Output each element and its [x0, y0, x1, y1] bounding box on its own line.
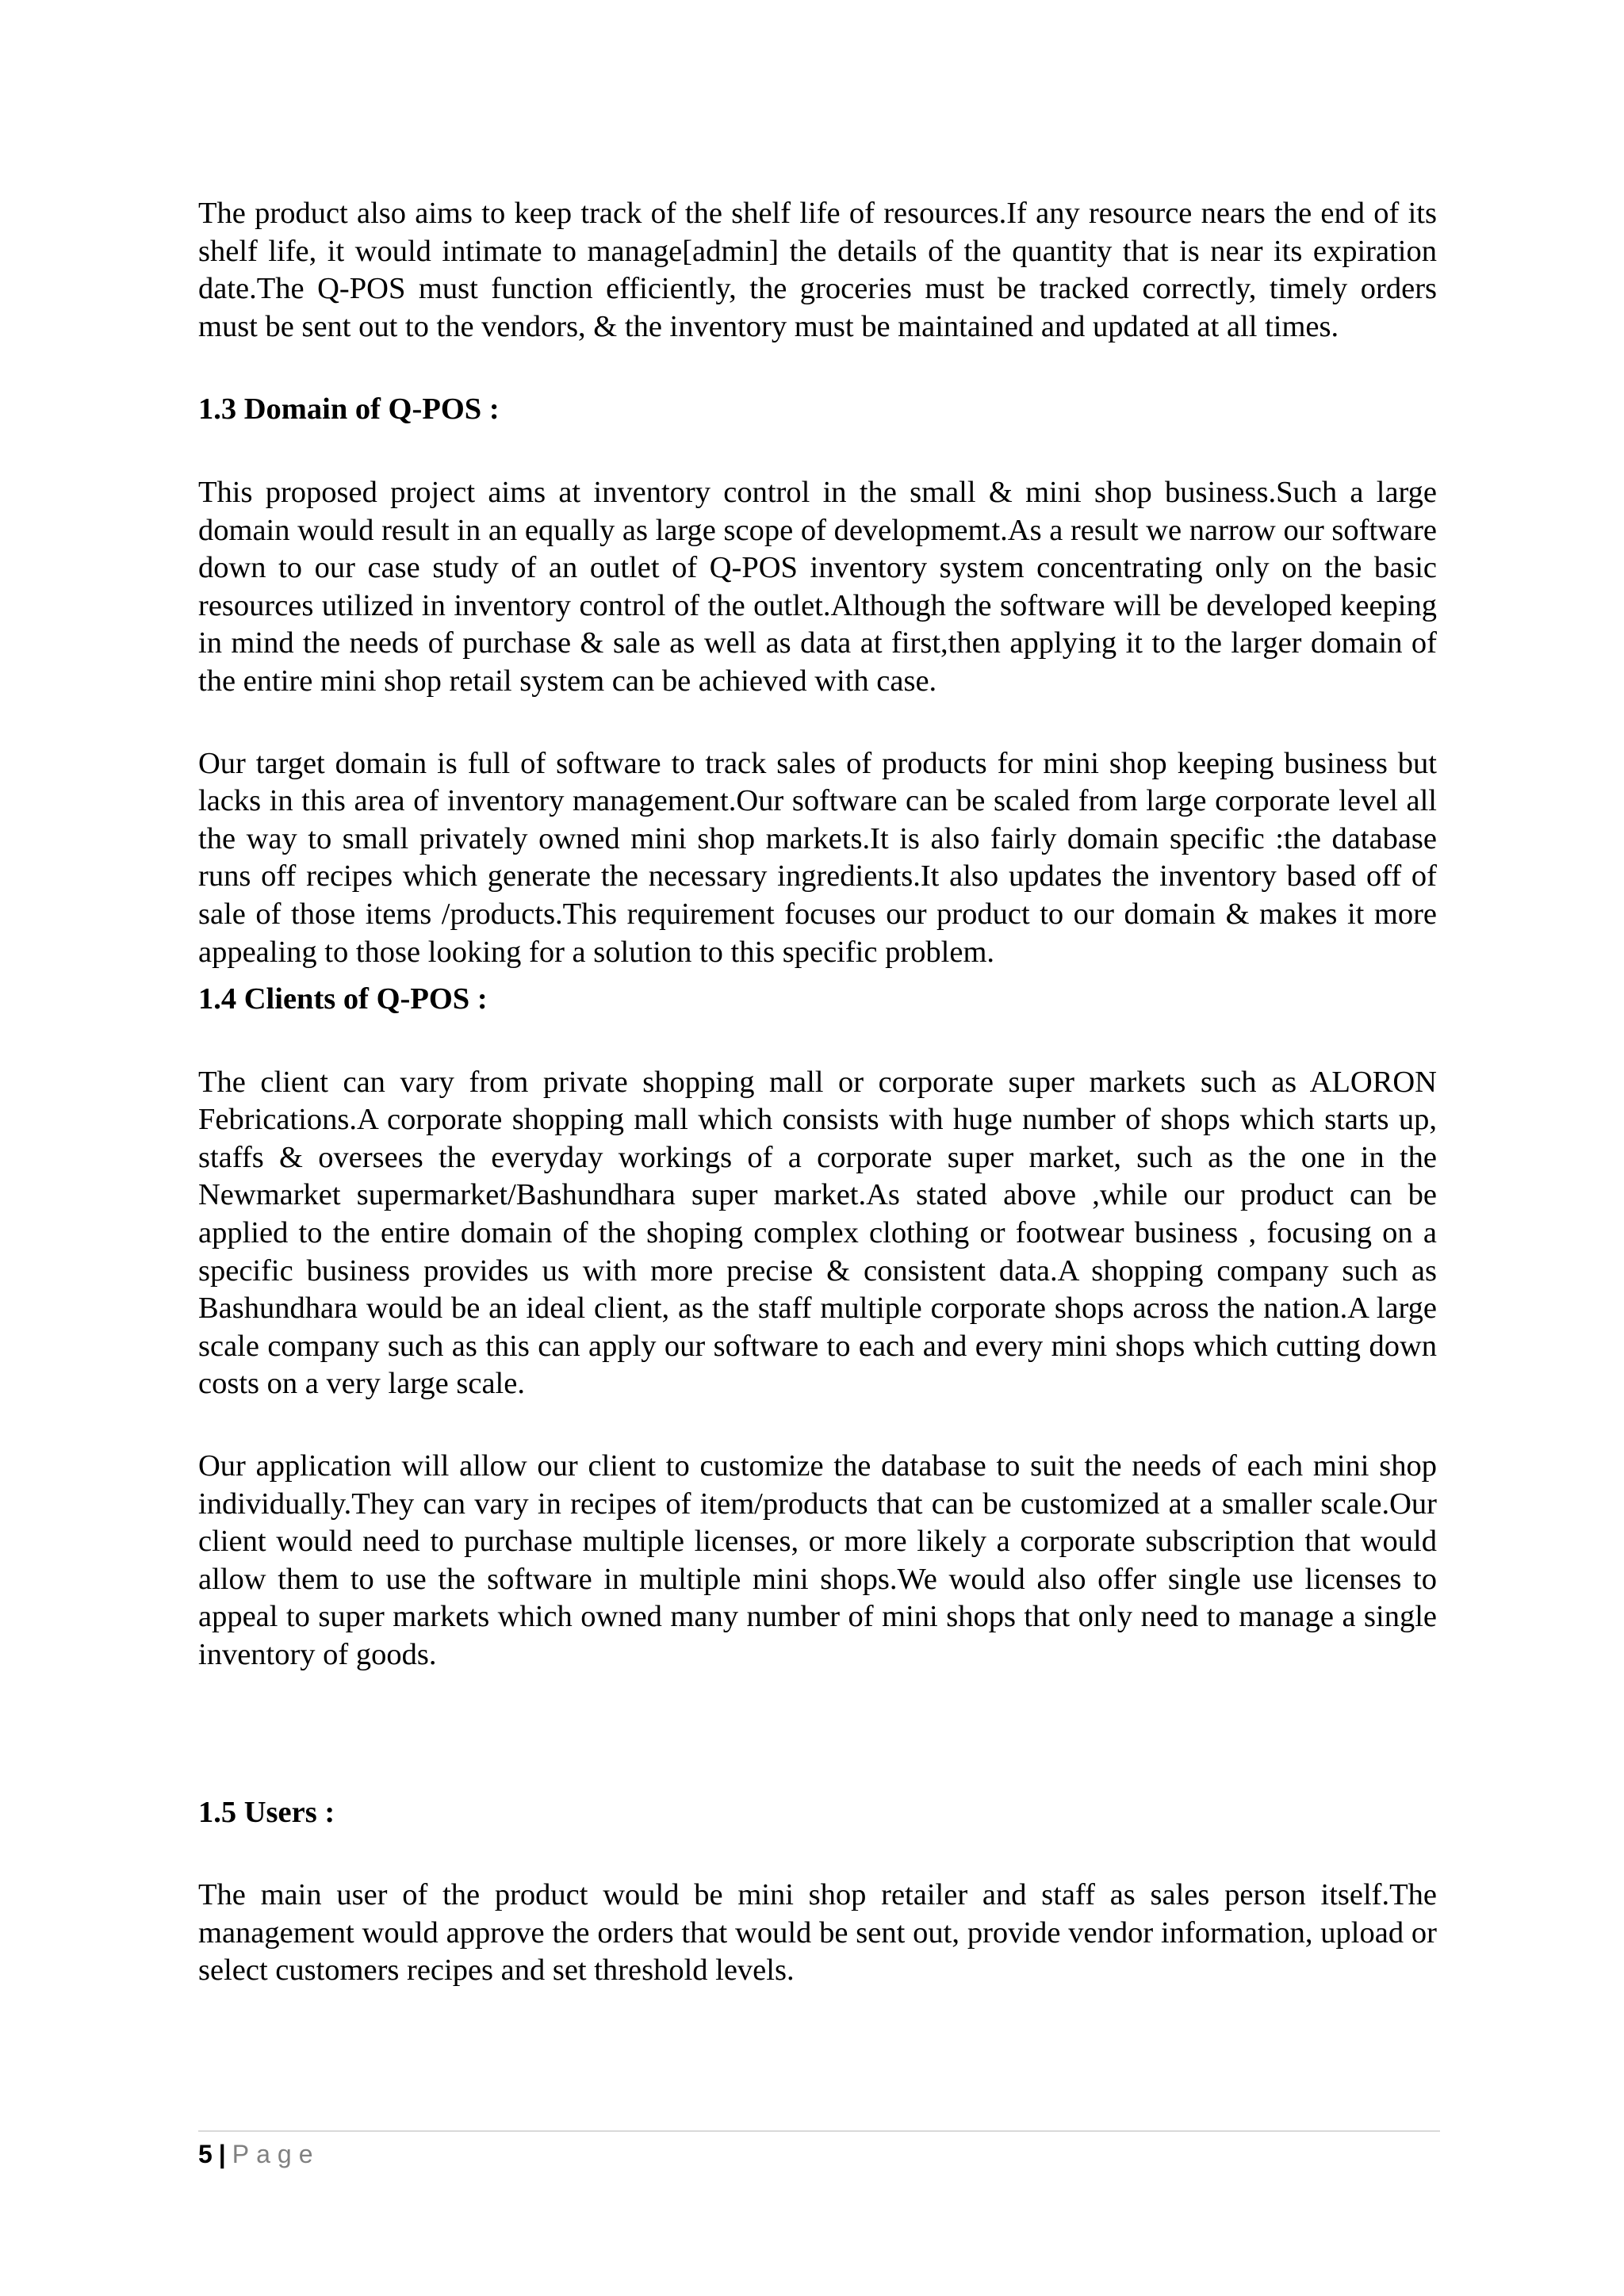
footer-separator: |: [218, 2140, 226, 2168]
section-heading-domain: 1.3 Domain of Q-POS :: [198, 392, 500, 427]
domain-paragraph-1: This proposed project aims at inventory control in the small & mini shop business.Such a large domain would result in an equally as large scope of developmemt.As a result we narrow our software down to our case study of an outlet of Q-POS inventory system concentrating only on the basic resources utilized in inventory control of the outlet.Although the software will be developed keeping in mind the needs of purchase & sale as well as data at first,then applying it to the larger domain of the entire mini shop retail system can be achieved with case.: [198, 475, 1437, 698]
clients-paragraph-1: The client can vary from private shopping mall or corporate super markets such as ALORON Febrications.A corporate shopping mall which consists with huge number of shops which starts up, staffs & oversees the everyday workings of a corporate super market, such as the one in the Newmarket supermarket/Bashundhara super market.As stated above ,while our product can be applied to the entire domain of the shoping complex clothing or footwear business , focusing on a specific business provides us with more precise & consistent data.A shopping company such as Bashundhara would be an ideal client, as the staff multiple corporate shops across the nation.A large scale company such as this can apply our software to each and every mini shops which cutting down costs on a very large scale.: [198, 1065, 1437, 1401]
page-body: [198, 195, 1437, 1990]
users-paragraph-1: The main user of the product would be mini shop retailer and staff as sales person itself.The management would approve the orders that would be sent out, provide vendor information, upload or select customers recipes and set threshold levels.: [198, 1878, 1437, 1988]
clients-paragraph-2: Our application will allow our client to customize the database to suit the needs of each mini shop individually.They can vary in recipes of item/products that can be customized at a smaller scale.Our client would need to purchase multiple licenses, or more likely a corporate subscription that would allow them to use the software in multiple mini shops.We would also offer single use licenses to appeal to super markets which owned many number of mini shops that only need to manage a single inventory of goods.: [198, 1449, 1437, 1671]
section-heading-users: 1.5 Users :: [198, 1795, 335, 1829]
intro-paragraph: The product also aims to keep track of the shelf life of resources.If any resource nears the end of its shelf life, it would intimate to manage[admin] the details of the quantity that is near its expiration date.The Q-POS must function efficiently, the groceries must be tracked correctly, timely orders must be sent out to the vendors, & the inventory must be maintained and updated at all times.: [198, 197, 1437, 343]
page-label: Page: [232, 2140, 320, 2168]
domain-paragraph-2: Our target domain is full of software to track sales of products for mini shop keeping business but lacks in this area of inventory management.Our software can be scaled from large corporate level all the way to small privately owned mini shop markets.It is also fairly domain specific :the database runs off recipes which generate the necessary ingredients.It also updates the inventory based off of sale of those items /products.This requirement focuses our product to our domain & makes it more appealing to those looking for a solution to this specific problem.: [198, 746, 1437, 969]
page-number: 5: [198, 2140, 213, 2168]
section-heading-clients: 1.4 Clients of Q-POS :: [198, 982, 488, 1016]
page-footer: [198, 2130, 1440, 2170]
